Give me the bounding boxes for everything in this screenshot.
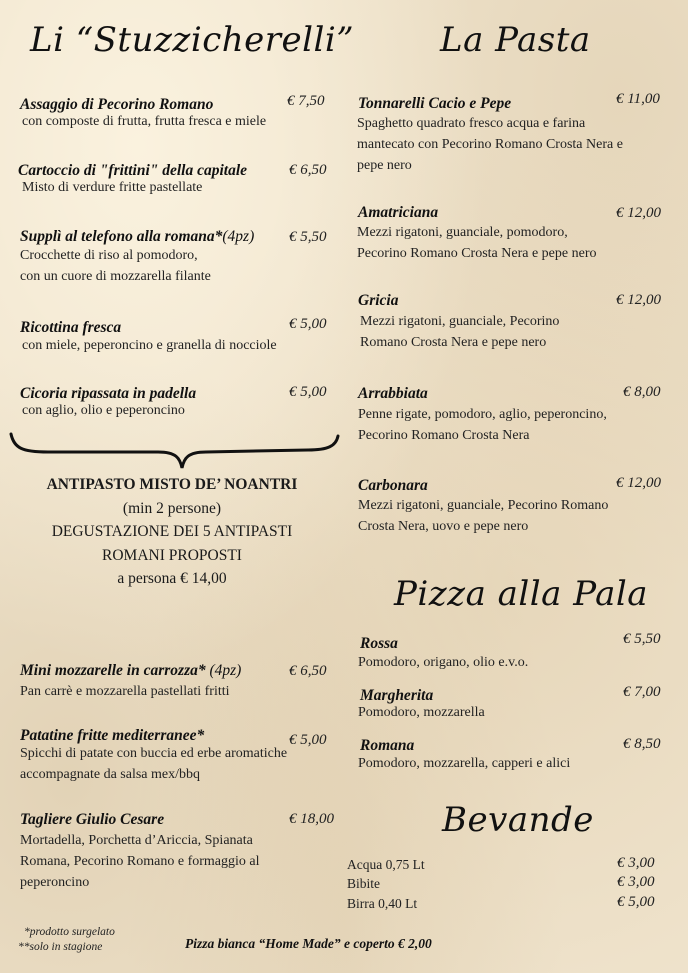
- drink-price: € 3,00: [617, 874, 655, 890]
- menu-item-name: Patatine fritte mediterranee*: [20, 727, 205, 744]
- menu-item-price: € 5,00: [289, 732, 327, 748]
- menu-item-name: Romana: [360, 737, 415, 754]
- antipasto-line1: DEGUSTAZIONE DEI 5 ANTIPASTI: [51, 523, 293, 540]
- section-title-pizza: Pizza alla Pala: [394, 574, 649, 614]
- antipasto-line2: ROMANI PROPOSTI: [102, 546, 242, 564]
- menu-item-price: € 5,50: [289, 229, 327, 245]
- menu-item-desc: Mezzi rigatoni, guanciale, pomodoro,: [357, 225, 568, 240]
- menu-item-name: [20, 228, 254, 246]
- antipasto-price: a persona € 14,00: [117, 570, 227, 587]
- menu-item-price: € 8,00: [623, 384, 661, 400]
- menu-item-price: € 5,00: [289, 316, 327, 332]
- antipasto-title: ANTIPASTO MISTO DE’ NOANTRI: [46, 476, 298, 493]
- menu-item-name: Ricottina fresca: [20, 319, 122, 336]
- menu-item-desc: Pomodoro, mozzarella, capperi e alici: [358, 756, 571, 771]
- menu-item-desc: mantecato con Pecorino Romano Crosta Nera e: [357, 137, 623, 152]
- drink-name: Bibite: [347, 876, 380, 891]
- antipasto-misto-block: [0, 473, 344, 591]
- menu-item-price: € 5,50: [623, 631, 661, 647]
- menu-item-price: € 7,00: [623, 684, 661, 700]
- menu-item-name: Carbonara: [358, 477, 428, 494]
- menu-item-quantity: (4pz): [209, 662, 242, 679]
- menu-item-desc: Spaghetto quadrato fresco acqua e farina: [357, 116, 586, 131]
- menu-item-name: Margherita: [360, 687, 434, 704]
- menu-item-price: € 5,00: [289, 384, 327, 400]
- menu-item-desc: Misto di verdure fritte pastellate: [22, 180, 203, 195]
- menu-item-desc: con aglio, olio e peperoncino: [22, 403, 185, 418]
- menu-item-desc: accompagnate da salsa mex/bbq: [20, 767, 200, 782]
- section-title-stuzzicherelli: Li “Stuzzicherelli”: [30, 20, 355, 60]
- menu-item-desc: Spicchi di patate con buccia ed erbe aromatiche: [20, 746, 288, 761]
- menu-item-desc: Pecorino Romano Crosta Nera: [358, 428, 530, 443]
- menu-item-desc: Mezzi rigatoni, guanciale, Pecorino Romano: [358, 498, 609, 513]
- menu-item-desc: Romana, Pecorino Romano e formaggio al: [20, 854, 260, 869]
- menu-item-desc: Crocchette di riso al pomodoro,: [20, 248, 198, 263]
- menu-item-desc: Pomodoro, origano, olio e.v.o.: [358, 655, 529, 670]
- menu-item-name: Amatriciana: [358, 204, 439, 221]
- footnote-frozen: *prodotto surgelato: [24, 926, 115, 938]
- menu-item-desc: con miele, peperoncino e granella di nocciole: [22, 338, 277, 353]
- menu-item-name-text: Mini mozzarelle in carrozza*: [20, 662, 206, 679]
- menu-item-desc: Mezzi rigatoni, guanciale, Pecorino: [360, 314, 560, 329]
- footnote-seasonal: **solo in stagione: [18, 941, 103, 953]
- drink-price: € 5,00: [617, 894, 655, 910]
- menu-item-price: € 12,00: [616, 475, 661, 491]
- menu-item-name: Rossa: [360, 635, 398, 652]
- menu-item-price: € 12,00: [616, 205, 661, 221]
- menu-item-name: Cartoccio di "frittini" della capitale: [18, 162, 248, 179]
- menu-item-desc: Crosta Nera, uovo e pepe nero: [358, 519, 529, 534]
- menu-item-name: Cicoria ripassata in padella: [20, 385, 197, 402]
- menu-item-desc: Pecorino Romano Crosta Nera e pepe nero: [357, 246, 597, 261]
- menu-item-name: Tagliere Giulio Cesare: [20, 811, 165, 828]
- menu-item-name: Arrabbiata: [358, 385, 428, 402]
- drink-price: € 3,00: [617, 855, 655, 871]
- menu-item-name: Gricia: [358, 292, 399, 309]
- menu-item-desc: Penne rigate, pomodoro, aglio, peperoncino,: [358, 407, 607, 422]
- menu-item-desc: Pomodoro, mozzarella: [358, 705, 485, 720]
- section-title-bevande: Bevande: [442, 800, 594, 840]
- menu-item-name: Assaggio di Pecorino Romano: [20, 96, 214, 113]
- menu-item-name-text: Supplì al telefono alla romana*: [20, 228, 223, 245]
- menu-item-desc: Romano Crosta Nera e pepe nero: [360, 335, 547, 350]
- menu-item-price: € 6,50: [289, 162, 327, 178]
- curly-brace-divider-icon: [8, 428, 340, 470]
- antipasto-min: (min 2 persone): [122, 499, 222, 517]
- menu-item-price: € 8,50: [623, 736, 661, 752]
- section-title-pasta: La Pasta: [440, 20, 591, 60]
- menu-item-desc: Pan carrè e mozzarella pastellati fritti: [20, 684, 230, 699]
- menu-item-price: € 7,50: [287, 93, 325, 109]
- drink-name: Acqua 0,75 Lt: [347, 857, 425, 872]
- menu-item-price: € 6,50: [289, 663, 327, 679]
- menu-item-desc: pepe nero: [357, 158, 412, 173]
- menu-item-desc: con un cuore di mozzarella filante: [20, 269, 211, 284]
- menu-item-price: € 18,00: [289, 811, 334, 827]
- footer-coperto: Pizza bianca “Home Made” e coperto € 2,00: [185, 936, 432, 951]
- menu-item-name: [20, 662, 241, 680]
- menu-item-price: € 11,00: [616, 91, 660, 107]
- menu-item-quantity: (4pz): [222, 228, 255, 245]
- menu-item-desc: Mortadella, Porchetta d’Ariccia, Spianata: [20, 833, 253, 848]
- drink-name: Birra 0,40 Lt: [347, 896, 418, 911]
- menu-item-price: € 12,00: [616, 292, 661, 308]
- menu-item-name: Tonnarelli Cacio e Pepe: [358, 95, 512, 112]
- menu-item-desc: peperoncino: [20, 875, 90, 890]
- menu-item-desc: con composte di frutta, frutta fresca e miele: [22, 114, 267, 129]
